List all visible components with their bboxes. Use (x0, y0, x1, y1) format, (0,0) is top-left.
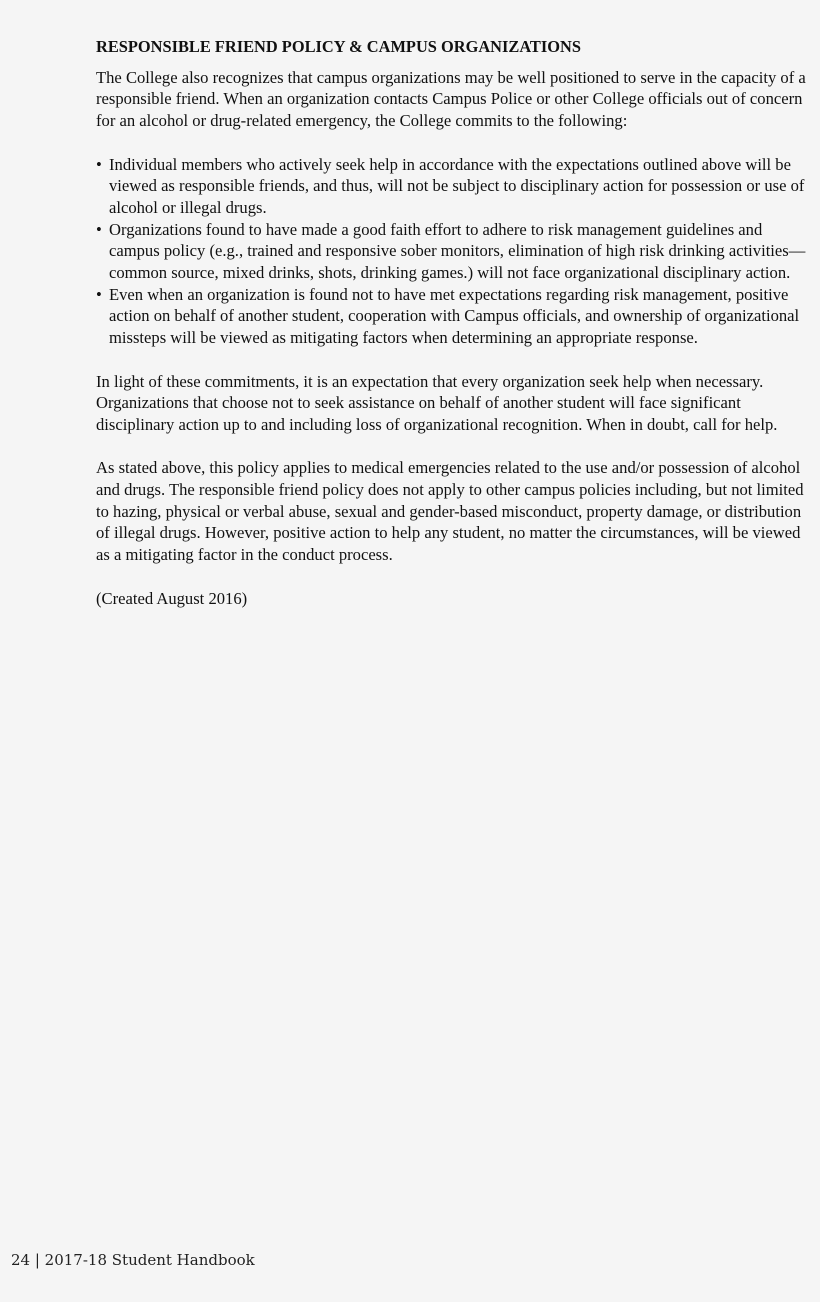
list-item-text: Individual members who actively seek help in accordance with the expectations outlined above will be viewed as responsible friends, and thus, will not be subject to disciplinary action for possession or use of alcohol or illegal drugs. (109, 154, 805, 217)
commitments-paragraph: In light of these commitments, it is an expectation that every organization seek help when necessary. Organizations that choose not to seek assistance on behalf of another student will face significant disciplinary action up to and including loss of organizational recognition. When in doubt, call for help. (96, 371, 778, 434)
list-item (96, 219, 814, 284)
page-footer: 24 | 2017-18 Student Handbook (11, 1251, 255, 1269)
bullet-icon: • (96, 154, 102, 174)
bullet-icon: • (96, 284, 102, 304)
section-heading: RESPONSIBLE FRIEND POLICY & CAMPUS ORGANIZATIONS (96, 37, 581, 56)
list-item-text: Even when an organization is found not to have met expectations regarding risk management, positive action on behalf of another student, cooperation with Campus officials, and ownership of organizational missteps will be viewed as mitigating factors when determining an appropriate response. (109, 284, 800, 348)
list-item-text: Organizations found to have made a good faith effort to adhere to risk management guidelines and campus policy (e.g., trained and responsive sober monitors, elimination of high risk drinking activities—common source, mixed drinks, shots, drinking games.) will not face organizational disciplinary action. (109, 219, 806, 283)
document-body (96, 36, 814, 609)
list-item (96, 154, 814, 219)
bullet-icon: • (96, 219, 102, 239)
created-note: (Created August 2016) (96, 588, 248, 608)
intro-paragraph: The College also recognizes that campus organizations may be well positioned to serve in the capacity of a responsible friend. When an organization contacts Campus Police or other College officials out of concern for an alcohol or drug-related emergency, the College commits to the following: (96, 67, 806, 131)
commitments-list (96, 154, 814, 349)
scope-paragraph: As stated above, this policy applies to medical emergencies related to the use and/or possession of alcohol and drugs. The responsible friend policy does not apply to other campus policies including, but not limited to hazing, physical or verbal abuse, sexual and gender-based misconduct, property damage, or distribution of illegal drugs. However, positive action to help any student, no matter the circumstances, will be viewed as a mitigating factor in the conduct process. (96, 458, 804, 565)
list-item (96, 284, 814, 349)
